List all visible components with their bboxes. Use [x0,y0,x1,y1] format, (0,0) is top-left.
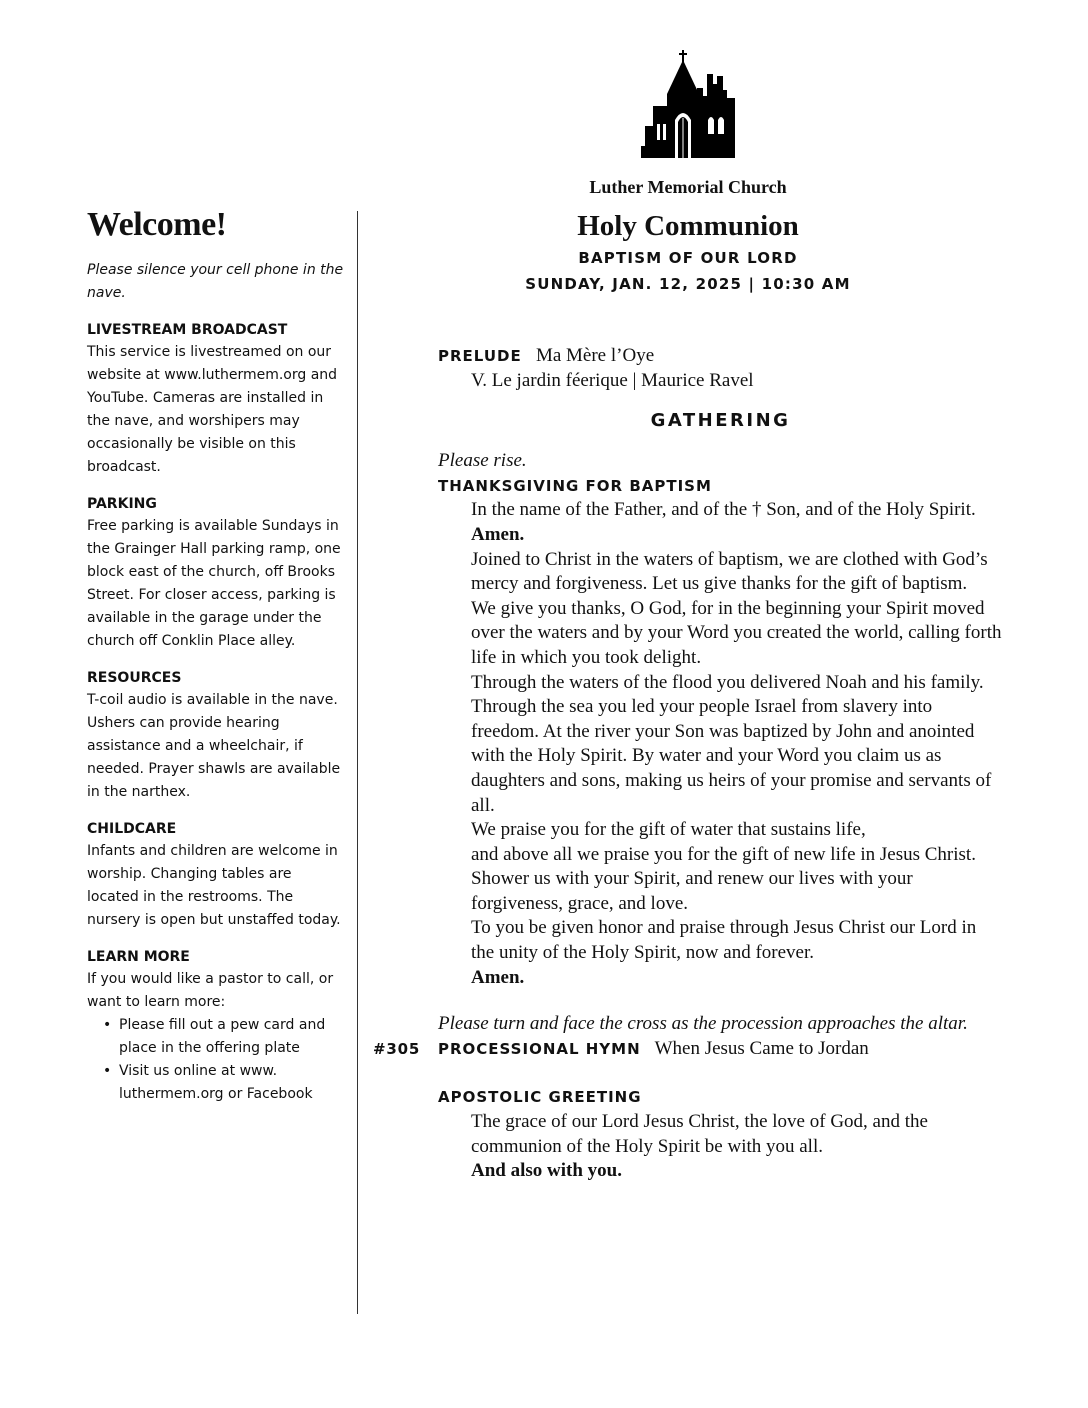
childcare-heading: CHILDCARE [87,821,177,837]
liturgy-column [373,344,1003,1184]
livestream-heading: LIVESTREAM BROADCAST [87,322,288,338]
thanksgiving-paragraph-2: We give you thanks, O God, for in the beginning your Spirit moved over the waters and by your Word you created the world, calling forth life in which you took delight. [471,597,1002,668]
welcome-sidebar [87,205,345,1106]
occasion-subtitle: BAPTISM OF OUR LORD [578,249,798,267]
childcare-body: Infants and children are welcome in worship. Changing tables are located in the restrooms. The nursery is open but unstaffed today. [87,843,341,928]
thanksgiving-paragraph-3: Through the waters of the flood you delivered Noah and his family. Through the sea you led your people Israel from slavery into freedom. At the river your Son was baptized by John and anointed with the Holy Spirit. By water and your Word you claim us as daughters and sons, making us heirs of your promise and servants of all. [471,671,992,816]
procession-rubric: Please turn and face the cross as the procession approaches the altar. [438,1013,968,1035]
hymn-title: When Jesus Came to Jordan [654,1037,869,1059]
list-item: • Please fill out a pew card and place in the offering plate [103,1014,345,1060]
thanksgiving-heading: THANKSGIVING FOR BAPTISM [438,476,712,495]
church-building-icon [641,50,735,158]
prelude-label: PRELUDE [438,347,522,365]
amen-response: Amen. [471,523,525,545]
invocation-text: In the name of the Father, and of the † Son, and of the Holy Spirit. [471,499,976,521]
prelude-line [438,344,1003,369]
greeting-text: The grace of our Lord Jesus Christ, the love of God, and the communion of the Holy Spirit be with you all. [471,1111,928,1157]
processional-hymn-line [373,1037,1003,1062]
hymn-label: PROCESSIONAL HYMN [438,1039,641,1058]
learn-more-list [87,1014,345,1106]
hymn-number: #305 [373,1039,421,1058]
service-title: Holy Communion [577,210,799,242]
thanksgiving-paragraph-4a: We praise you for the gift of water that sustains life, [471,819,866,841]
prelude-detail: V. Le jardin féerique | Maurice Ravel [471,369,754,391]
silence-phone-note: Please silence your cell phone in the nave. [87,262,344,301]
thanksgiving-paragraph-1: Joined to Christ in the waters of baptism, we are clothed with God’s mercy and forgiveness. Let us give thanks for the gift of baptism. [471,548,988,595]
greeting-heading: APOSTOLIC GREETING [438,1088,642,1107]
column-divider [357,211,358,1314]
service-datetime: SUNDAY, JAN. 12, 2025 | 10:30 AM [525,275,851,293]
learn-more-body: If you would like a pastor to call, or want to learn more: [87,971,334,1010]
livestream-body: This service is livestreamed on our website at www.luthermem.org and YouTube. Cameras are installed in the nave, and worshipers may occasionally be visible on this broadcast. [87,344,338,475]
parking-heading: PARKING [87,496,157,512]
gathering-title: GATHERING [650,410,791,432]
greeting-response: And also with you. [471,1160,622,1182]
thanksgiving-paragraph-5: To you be given honor and praise through Jesus Christ our Lord in the unity of the Holy Spirit, now and forever. [471,917,977,964]
rise-rubric: Please rise. [438,450,527,472]
thanksgiving-paragraph-4b: and above all we praise you for the gift of new life in Jesus Christ. Shower us with your Spirit, and renew our lives with your forgiveness, grace, and love. [471,843,976,914]
prelude-title: Ma Mère l’Oye [535,345,655,366]
amen-response: Amen. [471,966,525,988]
resources-heading: RESOURCES [87,670,182,686]
welcome-title: Welcome! [87,206,227,243]
parking-body: Free parking is available Sundays in the Grainger Hall parking ramp, one block east of the church, off Brooks Street. For closer access, parking is available in the garage under the church off Conklin Place alley. [87,518,341,649]
learn-more-heading: LEARN MORE [87,949,190,965]
resources-body: T-coil audio is available in the nave. Ushers can provide hearing assistance and a wheelchair, if needed. Prayer shawls are available in the narthex. [87,692,341,800]
list-item: • Visit us online at www. luthermem.org or Facebook [103,1060,345,1106]
church-name: Luther Memorial Church [589,177,787,197]
